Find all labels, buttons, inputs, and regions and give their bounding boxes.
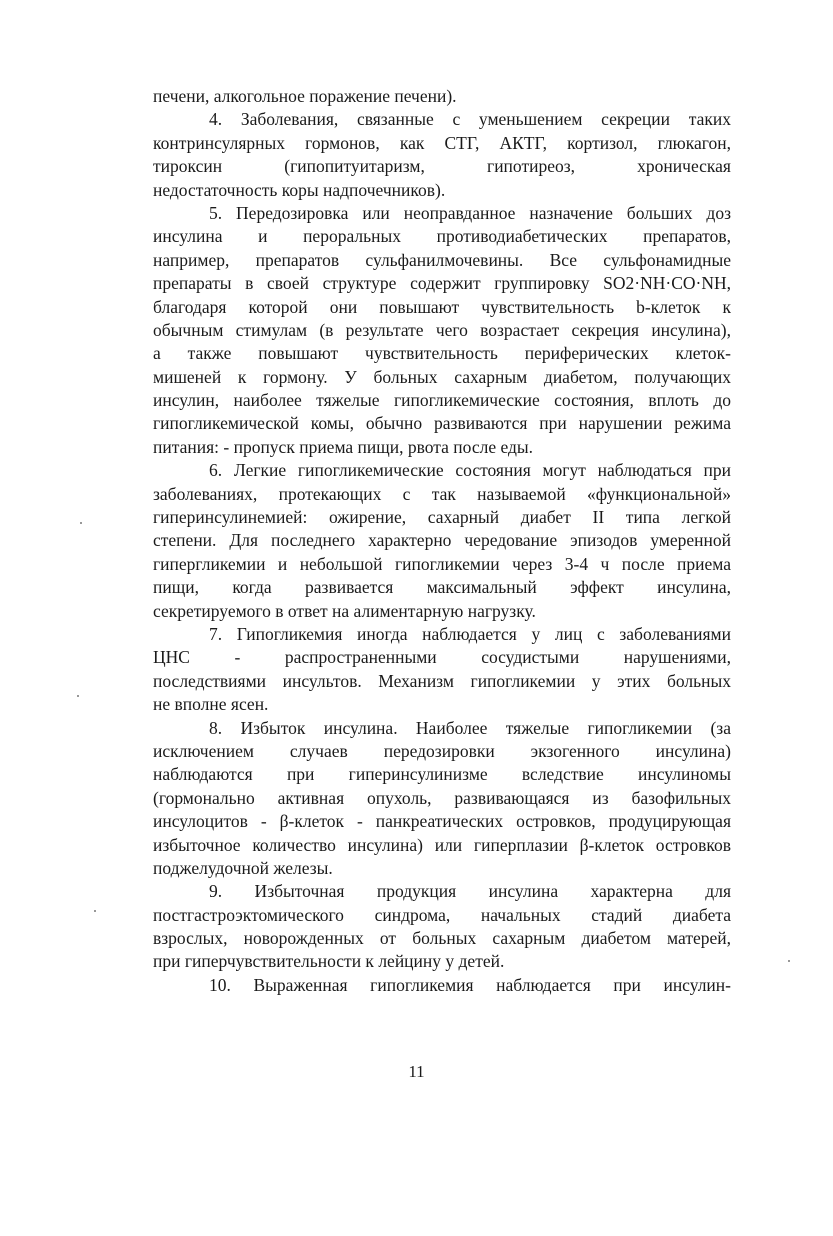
text-line: избыточное количество инсулина) или гиперплазии β-клеток островков [153,834,731,855]
text-line: 5. Передозировка или неоправданное назначение больших доз [209,202,731,223]
text-line: постгастроэктомического синдрома, начальных стадий диабета [153,904,731,925]
text-line: инсулина и пероральных противодиабетических препаратов, [153,226,731,247]
text-line: при гиперчувствительности к лейцину у детей. [153,951,505,972]
text-line: гиперинсулинемией: ожирение, сахарный диабет II типа легкой [153,507,731,528]
text-line: инсулин, наиболее тяжелые гипогликемические состояния, вплоть до [153,390,731,411]
text-line: недостаточность коры надпочечников). [153,179,446,200]
text-line: секретируемого в ответ на алиментарную нагрузку. [153,600,536,621]
text-line: заболеваниях, протекающих с так называемой «функциональной» [153,483,731,504]
text-line: гипогликемической комы, обычно развиваются при нарушении режима [153,413,731,434]
text-line: обычным стимулам (в результате чего возрастает секреция инсулина), [153,319,731,340]
text-line: 9. Избыточная продукция инсулина характерна для [209,881,731,902]
text-line: исключением случаев передозировки экзогенного инсулина) [153,740,731,761]
scan-speck [80,522,82,524]
text-line: питания: - пропуск приема пищи, рвота после еды. [153,436,534,457]
text-line: а также повышают чувствительность периферических клеток- [153,343,731,364]
text-line: мишеней к гормону. У больных сахарным диабетом, получающих [153,366,731,387]
scan-speck [77,695,79,697]
text-line: тироксин (гипопитуитаризм, гипотиреоз, хроническая [153,156,731,177]
text-line: (гормонально активная опухоль, развивающаяся из базофильных [153,787,731,808]
text-line: 8. Избыток инсулина. Наиболее тяжелые гипогликемии (за [209,717,731,738]
text-line: 7. Гипогликемия иногда наблюдается у лиц с заболеваниями [209,623,731,644]
text-line: контринсулярных гормонов, как СТГ, АКТГ, кортизол, глюкагон, [153,132,731,153]
text-line: степени. Для последнего характерно чередование эпизодов умеренной [153,530,731,551]
text-line: ЦНС - распространенными сосудистыми нарушениями, [153,647,731,668]
text-line: препараты в своей структуре содержит группировку SO2·NH·CO·NH, [153,273,731,294]
text-line: например, препаратов сульфанилмочевины. Все сульфонамидные [153,249,731,270]
text-line: последствиями инсультов. Механизм гипогликемии у этих больных [153,670,731,691]
scan-speck [94,910,96,912]
document-body [153,85,731,997]
text-line: гипергликемии и небольшой гипогликемии через 3-4 ч после приема [153,553,731,574]
scan-speck [788,960,790,962]
text-line: 4. Заболевания, связанные с уменьшением секреции таких [209,109,731,130]
text-line: взрослых, новорожденных от больных сахарным диабетом матерей, [153,928,731,949]
text-line: инсулоцитов - β-клеток - панкреатических островков, продуцирующая [153,811,731,832]
text-line: поджелудочной железы. [153,857,333,878]
page-number: 11 [408,1062,425,1081]
text-line: пищи, когда развивается максимальный эффект инсулина, [153,577,731,598]
text-line: не вполне ясен. [153,694,269,715]
text-line: печени, алкогольное поражение печени). [153,86,457,106]
text-line: благодаря которой они повышают чувствительность b-клеток к [153,296,731,317]
text-line: 6. Легкие гипогликемические состояния могут наблюдаться при [209,460,731,481]
text-line: 10. Выраженная гипогликемия наблюдается при инсулин- [209,974,731,995]
text-line: наблюдаются при гиперинсулинизме вследствие инсулиномы [153,764,731,785]
